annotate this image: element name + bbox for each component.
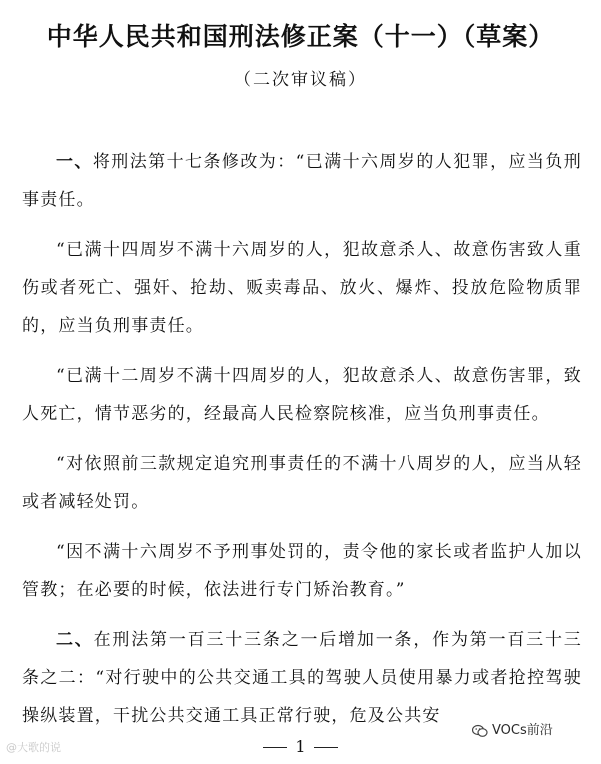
- paragraph-4: [22, 445, 582, 521]
- page-number-dash-left: [263, 747, 287, 748]
- paragraph-text: “因不满十六周岁不予刑事处罚的，责令他的家长或者监护人加以管教；在必要的时候，依法进行专门矫治教育。”: [22, 542, 582, 600]
- page-number-value: 1: [295, 737, 306, 756]
- paragraph-1: [22, 143, 582, 219]
- paragraph-3: [22, 357, 582, 433]
- page-number-dash-right: [314, 747, 338, 748]
- watermark-left: @大歌的说: [6, 741, 61, 754]
- paragraph-2: [22, 231, 582, 345]
- article-number: 一、: [56, 152, 93, 172]
- paragraph-text: “已满十二周岁不满十四周岁的人，犯故意杀人、故意伤害罪，致人死亡，情节恶劣的，经最高人民检察院核准，应当负刑事责任。: [22, 366, 582, 424]
- paragraph-text: 在刑法第一百三十三条之一后增加一条，作为第一百三十三条之二：“对行驶中的公共交通工具的驾驶人员使用暴力或者抢控驾驶操纵装置，干扰公共交通工具正常行驶，危及公共安: [22, 630, 583, 726]
- paragraph-text: “对依照前三款规定追究刑事责任的不满十八周岁的人，应当从轻或者减轻处罚。: [22, 454, 582, 512]
- watermark-account-name: VOCs前沿: [492, 723, 553, 738]
- paragraph-6: [22, 621, 582, 735]
- paragraph-text: 将刑法第十七条修改为：“已满十六周岁的人犯罪，应当负刑事责任。: [22, 152, 583, 210]
- document-title: 中华人民共和国刑法修正案（十一）（草案）: [46, 22, 555, 51]
- paragraph-text: “已满十四周岁不满十六周岁的人，犯故意杀人、故意伤害致人重伤或者死亡、强奸、抢劫、贩卖毒品、放火、爆炸、投放危险物质罪的，应当负刑事责任。: [22, 240, 582, 336]
- document-body: [22, 143, 582, 747]
- paragraph-5: [22, 533, 582, 609]
- document-subtitle: （二次审议稿）: [234, 70, 367, 90]
- article-number: 二、: [56, 630, 94, 650]
- page-number: [0, 736, 601, 758]
